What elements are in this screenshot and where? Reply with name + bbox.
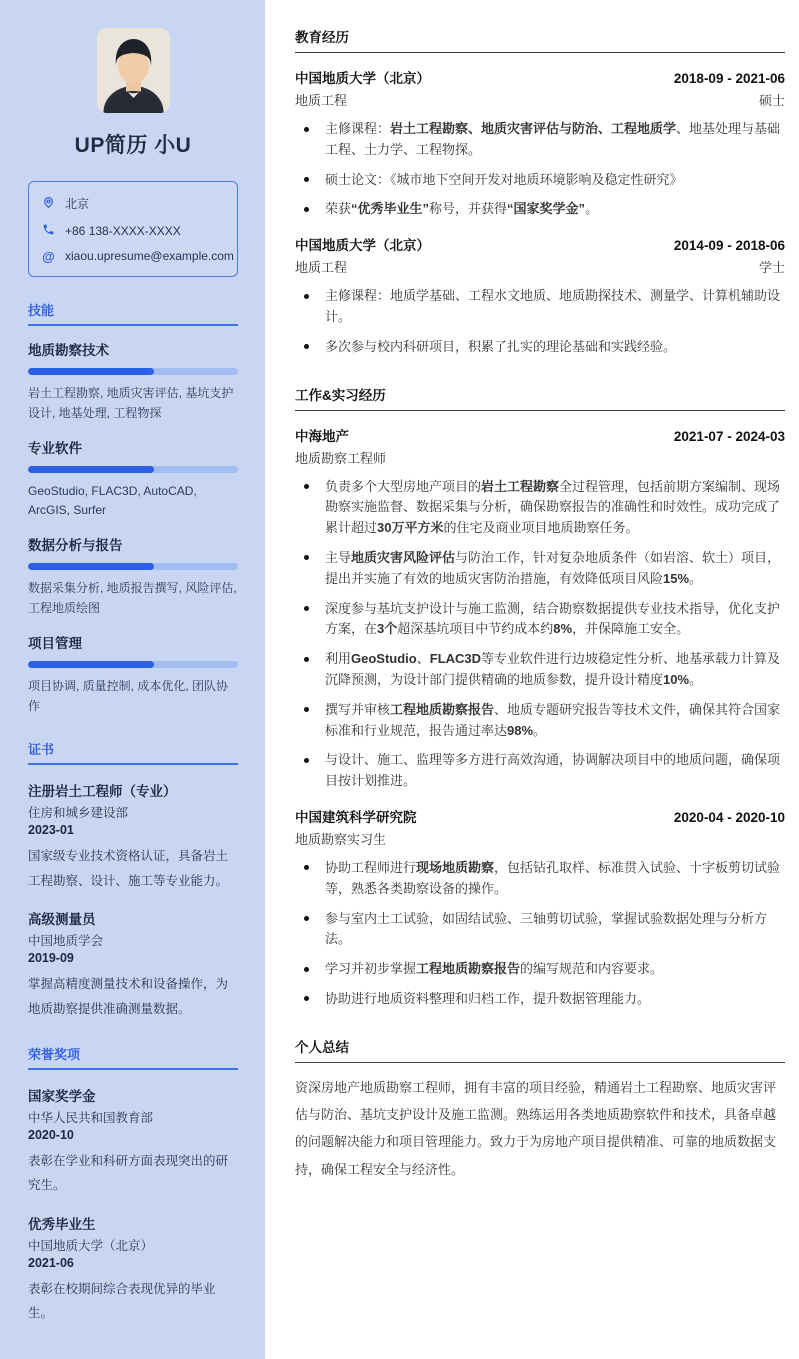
work-name: 中海地产 bbox=[295, 428, 349, 444]
skill-name: 数据分析与报告 bbox=[28, 538, 123, 554]
contact-email-text: xiaou.upresume@example.com bbox=[65, 249, 234, 263]
education-bullet: 主修课程：地质学基础、工程水文地质、地质勘探技术、测量学、计算机辅助设计。 bbox=[295, 286, 785, 328]
work-bullet: 学习并初步掌握工程地质勘察报告的编写规范和内容要求。 bbox=[295, 959, 785, 980]
work-list bbox=[295, 425, 785, 1010]
certs-section-title: 证书 bbox=[28, 739, 238, 765]
phone-icon bbox=[41, 223, 56, 238]
skill-name: 地质勘察技术 bbox=[28, 343, 109, 358]
certificate-date: 2023-01 bbox=[28, 823, 74, 838]
work-dates: 2021-07 - 2024-03 bbox=[673, 428, 785, 444]
candidate-name: UP简历 小U bbox=[74, 134, 192, 157]
work-name: 中国建筑科学研究院 bbox=[295, 809, 417, 825]
work-bullet: 负责多个大型房地产项目的岩土工程勘察全过程管理，包括前期方案编制、现场勘察实施监督、数据采集与分析，确保勘察报告的准确性和时效性。成功完成了累计超过30万平方米的住宅及商业项目地质勘察任务。 bbox=[295, 477, 785, 539]
honors-section-title: 荣誉奖项 bbox=[28, 1044, 238, 1070]
work-bullet-list bbox=[295, 477, 785, 792]
work-role: 地质勘察实习生 bbox=[295, 831, 387, 847]
skill-keywords: GeoStudio, FLAC3D, AutoCAD, ArcGIS, Surfer bbox=[28, 483, 197, 518]
skill-level-bar bbox=[28, 466, 238, 473]
education-header-row bbox=[295, 67, 785, 87]
certificate-name: 注册岩土工程师（专业） bbox=[28, 784, 177, 800]
certificate-description: 掌握高精度测量技术和设备操作，为地质勘察提供准确测量数据。 bbox=[28, 977, 229, 1016]
work-section-title: 工作&实习经历 bbox=[295, 384, 785, 411]
education-list bbox=[295, 67, 785, 358]
work-subtitle-row bbox=[295, 829, 785, 848]
education-entry bbox=[295, 67, 785, 220]
honors-list bbox=[28, 1085, 238, 1326]
summary-section-title: 个人总结 bbox=[295, 1036, 785, 1063]
profile-photo-illustration bbox=[97, 28, 170, 113]
contact-phone-text: +86 138-XXXX-XXXX bbox=[65, 223, 181, 238]
contact-email bbox=[41, 248, 234, 264]
contact-card bbox=[28, 181, 238, 277]
education-bullet-list bbox=[295, 286, 785, 357]
skills-list bbox=[28, 339, 238, 716]
contact-location bbox=[41, 195, 225, 212]
education-entry bbox=[295, 234, 785, 357]
skill-level-fill bbox=[28, 563, 154, 570]
education-bullet: 荣获“优秀毕业生”称号，并获得“国家奖学金”。 bbox=[295, 199, 785, 220]
education-bullet: 主修课程：岩土工程勘察、地质灾害评估与防治、工程地质学、地基处理与基础工程、土力学、工程物探。 bbox=[295, 119, 785, 161]
work-entry bbox=[295, 806, 785, 1010]
skill-level-bar bbox=[28, 563, 238, 570]
skill-item bbox=[28, 534, 238, 619]
education-bullet: 多次参与校内科研项目，积累了扎实的理论基础和实践经验。 bbox=[295, 337, 785, 358]
certificate-description: 国家级专业技术资格认证，具备岩土工程勘察、设计、施工等专业能力。 bbox=[28, 849, 229, 888]
work-bullet: 深度参与基坑支护设计与施工监测，结合勘察数据提供专业技术指导，优化支护方案，在3个超深基坑项目中节约成本约8%，并保障施工安全。 bbox=[295, 599, 785, 641]
work-bullet: 协助进行地质资料整理和归档工作，提升数据管理能力。 bbox=[295, 989, 785, 1010]
work-bullet: 参与室内土工试验，如固结试验、三轴剪切试验，掌握试验数据处理与分析方法。 bbox=[295, 909, 785, 951]
education-role: 地质工程 bbox=[295, 93, 348, 108]
work-section bbox=[295, 384, 785, 1010]
education-degree: 学士 bbox=[758, 260, 785, 276]
skills-section-title: 技能 bbox=[28, 300, 238, 326]
skill-item bbox=[28, 339, 238, 424]
honor-description: 表彰在学业和科研方面表现突出的研究生。 bbox=[28, 1153, 229, 1193]
education-subtitle-row bbox=[295, 90, 785, 109]
education-section-title: 教育经历 bbox=[295, 26, 785, 53]
work-header-row bbox=[295, 806, 785, 826]
work-bullet: 与设计、施工、监理等多方进行高效沟通，协调解决项目中的地质问题，确保项目按计划推进。 bbox=[295, 750, 785, 792]
certificate-item bbox=[28, 780, 238, 893]
skill-item bbox=[28, 437, 238, 522]
summary-section bbox=[295, 1036, 785, 1183]
education-header-row bbox=[295, 234, 785, 254]
honor-date: 2021-06 bbox=[28, 1255, 74, 1270]
certificate-issuer: 住房和城乡建设部 bbox=[28, 806, 129, 821]
honor-date: 2020-10 bbox=[28, 1127, 74, 1142]
education-subtitle-row bbox=[295, 257, 785, 276]
education-degree: 硕士 bbox=[758, 93, 785, 108]
skill-name: 专业软件 bbox=[28, 440, 82, 456]
honor-issuer: 中华人民共和国教育部 bbox=[28, 1110, 154, 1125]
honor-issuer: 中国地质大学（北京） bbox=[28, 1238, 154, 1253]
certificate-issuer: 中国地质学会 bbox=[28, 934, 104, 949]
at-sign-icon: @ bbox=[42, 248, 55, 264]
skill-name: 项目管理 bbox=[28, 635, 82, 651]
skill-level-fill bbox=[28, 661, 154, 668]
honor-name: 国家奖学金 bbox=[28, 1088, 96, 1104]
education-name: 中国地质大学（北京） bbox=[295, 71, 430, 86]
location-pin-icon bbox=[41, 196, 56, 211]
education-role: 地质工程 bbox=[295, 260, 348, 276]
certificate-item bbox=[28, 908, 238, 1021]
skill-keywords: 数据采集分析, 地质报告撰写, 风险评估, 工程地质绘图 bbox=[28, 581, 237, 615]
work-bullet: 协助工程师进行现场地质勘察，包括钻孔取样、标准贯入试验、十字板剪切试验等，熟悉各类勘察设备的操作。 bbox=[295, 858, 785, 900]
certs-list bbox=[28, 780, 238, 1021]
education-dates: 2014-09 - 2018-06 bbox=[673, 238, 785, 254]
education-section bbox=[295, 26, 785, 358]
education-dates: 2018-09 - 2021-06 bbox=[673, 71, 785, 86]
work-entry bbox=[295, 425, 785, 792]
profile-photo bbox=[97, 28, 170, 113]
honor-description: 表彰在校期间综合表现优异的毕业生。 bbox=[28, 1281, 216, 1320]
work-bullet: 撰写并审核工程地质勘察报告、地质专题研究报告等技术文件，确保其符合国家标准和行业规范，报告通过率达98%。 bbox=[295, 700, 785, 742]
education-bullet: 硕士论文：《城市地下空间开发对地质环境影响及稳定性研究》 bbox=[295, 170, 785, 191]
skill-level-bar bbox=[28, 368, 238, 375]
work-bullet: 利用GeoStudio、FLAC3D等专业软件进行边坡稳定性分析、地基承载力计算及沉降预测，为设计部门提供精确的地质参数，提升设计精度10%。 bbox=[295, 649, 785, 691]
skill-level-fill bbox=[28, 466, 154, 473]
summary-text: 资深房地产地质勘察工程师，拥有丰富的项目经验，精通岩土工程勘察、地质灾害评估与防治、基坑支护设计及施工监测。熟练运用各类地质勘察软件和技术，具备卓越的问题解决能力和项目管理能力。致力于为房地产项目提供精准、可靠的地质数据支持，确保工程安全与经济性。 bbox=[295, 1079, 777, 1177]
certificate-name: 高级测量员 bbox=[28, 912, 96, 928]
work-subtitle-row bbox=[295, 448, 785, 467]
honor-item bbox=[28, 1085, 238, 1198]
skill-keywords: 项目协调, 质量控制, 成本优化, 团队协作 bbox=[28, 678, 229, 713]
work-role: 地质勘察工程师 bbox=[295, 450, 387, 466]
honor-name: 优秀毕业生 bbox=[28, 1216, 96, 1232]
work-header-row bbox=[295, 425, 785, 445]
certificate-date: 2019-09 bbox=[28, 951, 74, 966]
work-bullet: 主导地质灾害风险评估与防治工作，针对复杂地质条件（如岩溶、软土）项目，提出并实施了有效的地质灾害防治措施，有效降低项目风险15%。 bbox=[295, 548, 785, 590]
contact-location-text: 北京 bbox=[65, 197, 90, 211]
skill-keywords: 岩土工程勘察, 地质灾害评估, 基坑支护设计, 地基处理, 工程物探 bbox=[28, 386, 234, 420]
honor-item bbox=[28, 1213, 238, 1326]
sidebar bbox=[0, 0, 265, 1359]
contact-phone bbox=[41, 223, 225, 238]
education-name: 中国地质大学（北京） bbox=[295, 238, 430, 254]
work-bullet-list bbox=[295, 858, 785, 1010]
skill-item bbox=[28, 632, 238, 717]
skill-level-bar bbox=[28, 661, 238, 668]
skill-level-fill bbox=[28, 368, 154, 375]
education-bullet-list bbox=[295, 119, 785, 220]
work-dates: 2020-04 - 2020-10 bbox=[673, 809, 785, 825]
main-column bbox=[265, 0, 799, 1359]
